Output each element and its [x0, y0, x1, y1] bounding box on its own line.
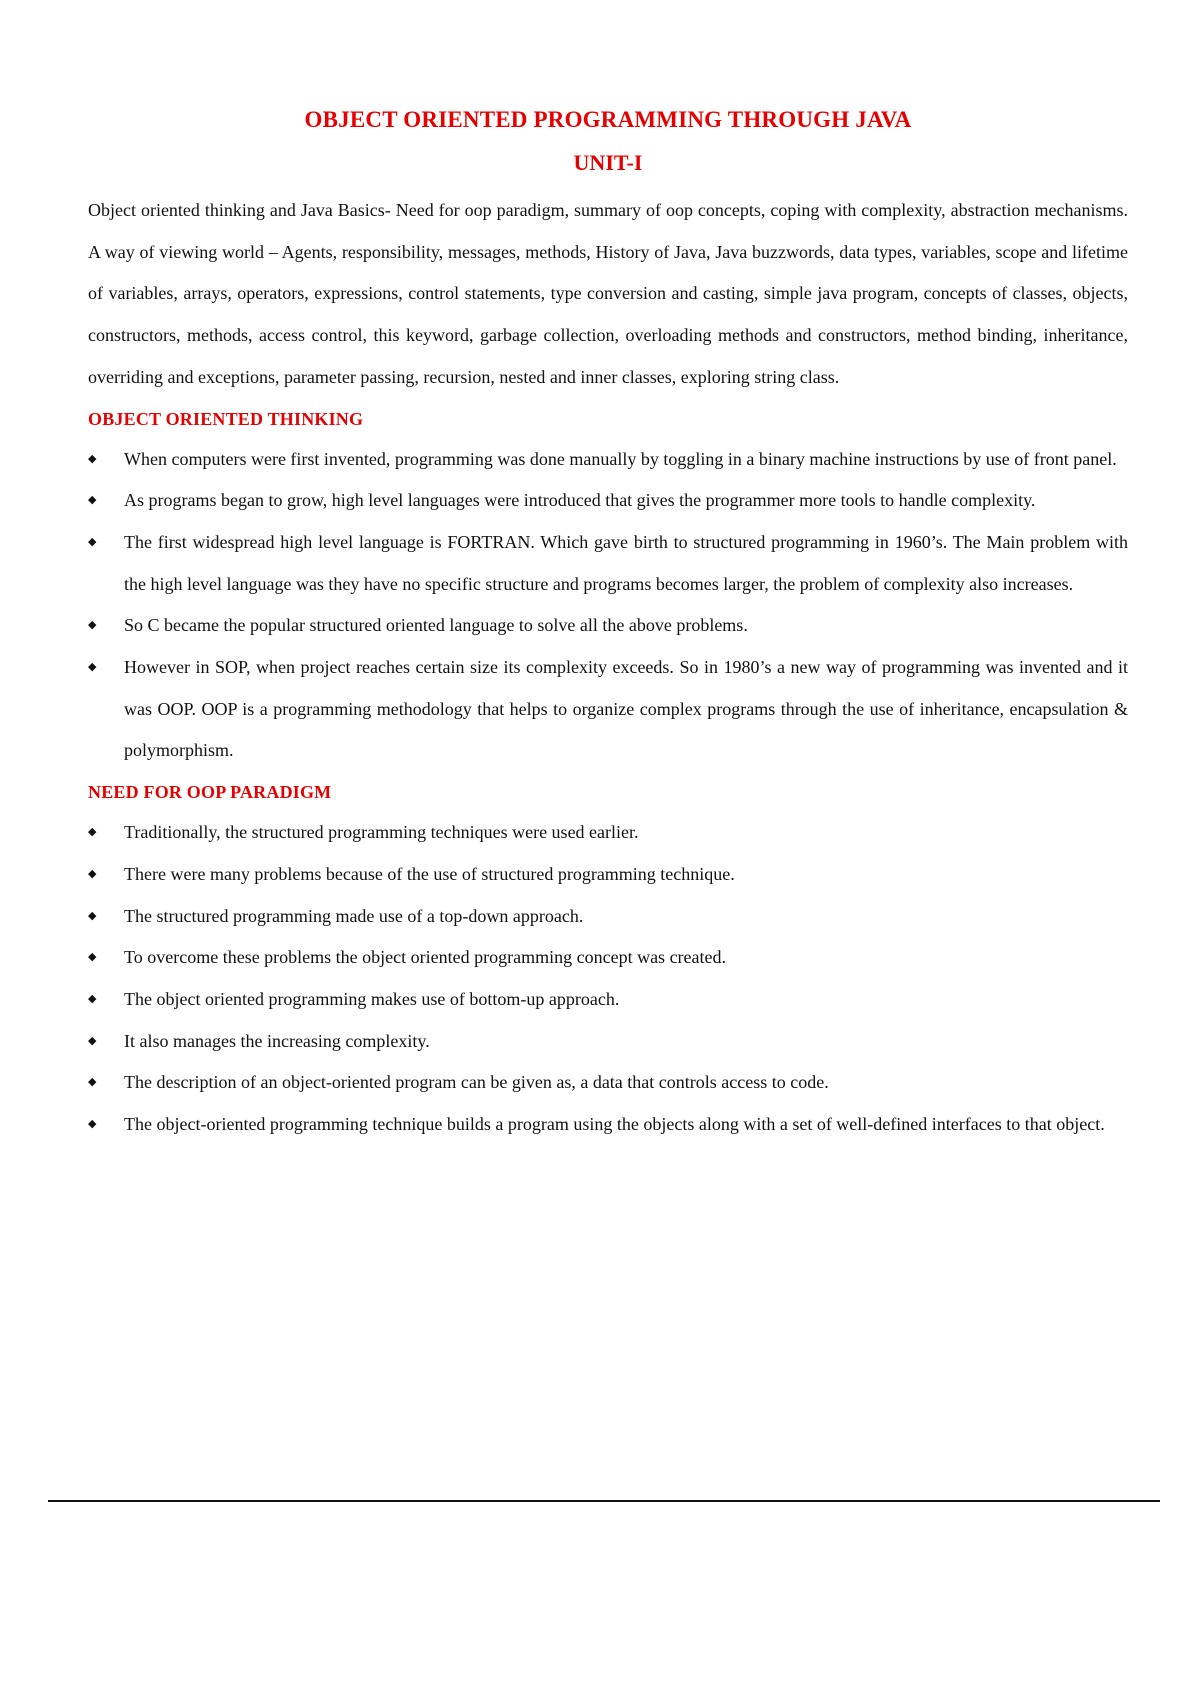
section-heading: NEED FOR OOP PARADIGM	[88, 782, 332, 803]
list-item-text: The object oriented programming makes use of bottom-up approach.	[124, 988, 620, 1009]
list-item	[88, 605, 1128, 647]
list-item	[88, 812, 1128, 854]
bullet-list	[88, 439, 1128, 773]
list-item	[88, 480, 1128, 522]
bullet-diamond-icon: ◆	[88, 909, 97, 922]
list-item	[88, 937, 1128, 979]
list-item-text: So C became the popular structured oriented language to solve all the above problems.	[124, 615, 748, 636]
section-need-for-oop-paradigm	[88, 772, 1128, 1146]
list-item-text: The object-oriented programming technique builds a program using the objects along with a set of well-defined interfaces to that object.	[124, 1114, 1105, 1135]
list-item	[88, 979, 1128, 1021]
bullet-diamond-icon: ◆	[88, 867, 97, 880]
list-item-text: To overcome these problems the object oriented programming concept was created.	[124, 947, 727, 968]
list-item-text: The first widespread high level language is FORTRAN. Which gave birth to structured programming in 1960’s. The Main problem with the high level language was they have no specific structure and programs becomes larger, the problem of complexity also increases.	[124, 531, 1128, 594]
bullet-diamond-icon: ◆	[88, 992, 97, 1005]
bullet-diamond-icon: ◆	[88, 826, 97, 839]
section-heading: OBJECT ORIENTED THINKING	[88, 408, 364, 429]
list-item	[88, 854, 1128, 896]
syllabus-paragraph: Object oriented thinking and Java Basics- Need for oop paradigm, summary of oop concepts, coping with complexity, abstraction mechanisms. A way of viewing world – Agents, responsibility, messages, methods, History of Java, Java buzzwords, data types, variables, scope and lifetime of variables, arrays, operators, expressions, control statements, type conversion and casting, simple java program, concepts of classes, objects, constructors, methods, access control, this keyword, garbage collection, overloading methods and constructors, method binding, inheritance, overriding and exceptions, parameter passing, recursion, nested and inner classes, exploring string class.	[88, 200, 1128, 387]
list-item-text: The structured programming made use of a top-down approach.	[124, 905, 584, 926]
bullet-diamond-icon: ◆	[88, 452, 97, 465]
list-item-text: When computers were first invented, programming was done manually by toggling in a binary machine instructions by use of front panel.	[124, 448, 1117, 469]
bullet-diamond-icon: ◆	[88, 661, 97, 674]
bullet-diamond-icon: ◆	[88, 619, 97, 632]
list-item	[88, 647, 1128, 772]
bullet-list	[88, 812, 1128, 1146]
section-object-oriented-thinking	[88, 399, 1128, 773]
document-title: OBJECT ORIENTED PROGRAMMING THROUGH JAVA	[304, 107, 912, 132]
list-item	[88, 1021, 1128, 1063]
list-item-text: As programs began to grow, high level languages were introduced that gives the programmer more tools to handle complexity.	[124, 490, 1036, 511]
document-page	[88, 100, 1128, 1146]
bullet-diamond-icon: ◆	[88, 951, 97, 964]
bullet-diamond-icon: ◆	[88, 535, 97, 548]
page-divider	[48, 1500, 1160, 1502]
bullet-diamond-icon: ◆	[88, 1118, 97, 1131]
unit-heading: UNIT-I	[573, 150, 643, 175]
list-item-text: Traditionally, the structured programming techniques were used earlier.	[124, 822, 639, 843]
list-item	[88, 522, 1128, 605]
list-item	[88, 1104, 1128, 1146]
bullet-diamond-icon: ◆	[88, 1034, 97, 1047]
bullet-diamond-icon: ◆	[88, 1076, 97, 1089]
list-item	[88, 1062, 1128, 1104]
list-item	[88, 896, 1128, 938]
list-item-text: However in SOP, when project reaches certain size its complexity exceeds. So in 1980’s a new way of programming was invented and it was OOP. OOP is a programming methodology that helps to organize complex programs through the use of inheritance, encapsulation & polymorphism.	[124, 657, 1128, 761]
list-item	[88, 439, 1128, 481]
list-item-text: The description of an object-oriented program can be given as, a data that controls access to code.	[124, 1072, 829, 1093]
bullet-diamond-icon: ◆	[88, 494, 97, 507]
list-item-text: There were many problems because of the use of structured programming technique.	[124, 863, 735, 884]
list-item-text: It also manages the increasing complexity.	[124, 1030, 430, 1051]
